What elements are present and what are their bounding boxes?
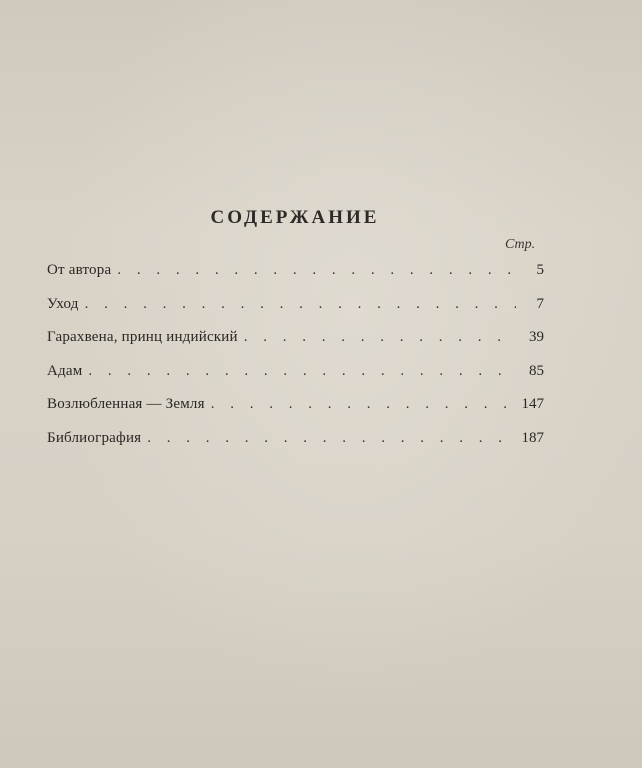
page-column-label: Стр. (505, 237, 536, 252)
toc-entry-page: 7 (536, 295, 544, 312)
page-title: СОДЕРЖАНИЕ (210, 207, 380, 228)
toc-entry (47, 396, 544, 430)
toc-entry (47, 262, 544, 296)
toc-entry-page: 147 (521, 396, 544, 413)
dot-leader (117, 262, 516, 279)
toc-entry-title: Адам (47, 362, 83, 379)
toc-entry-title: Библиография (47, 429, 142, 446)
toc-entry-title: Возлюбленная — Земля (47, 396, 205, 413)
toc-entry-title: От автора (47, 262, 112, 278)
dot-leader (88, 363, 516, 380)
toc-entry-page: 187 (521, 429, 544, 446)
dot-leader (211, 396, 516, 413)
toc-entry-page: 39 (529, 329, 544, 346)
toc-entry-title: Гарахвена, принц индийский (47, 329, 238, 346)
toc-entry (47, 329, 544, 363)
toc-entry-page: 5 (536, 262, 544, 278)
toc-entry (47, 430, 544, 464)
dot-leader (85, 296, 516, 313)
toc-entry (47, 363, 544, 397)
dot-leader (244, 329, 516, 346)
table-of-contents (47, 262, 544, 464)
dot-leader (147, 430, 515, 447)
toc-entry-page: 85 (529, 362, 544, 379)
toc-entry-title: Уход (47, 295, 79, 312)
toc-entry (47, 296, 544, 330)
